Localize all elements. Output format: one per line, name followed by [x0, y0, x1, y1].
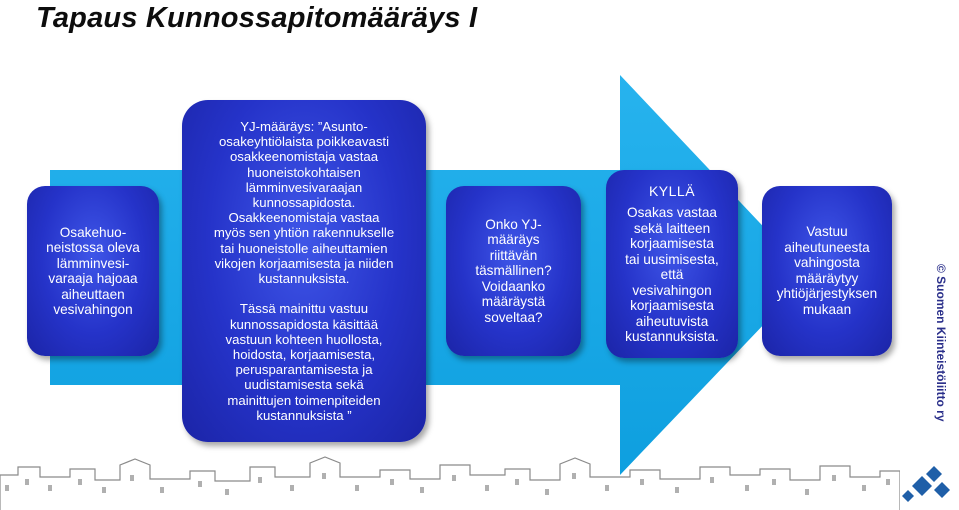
box-question	[446, 186, 581, 356]
slide-title: Tapaus Kunnossapitomääräys I	[36, 2, 478, 34]
box-water-heater-damage	[27, 186, 159, 356]
box-liability-text: Vastuu aiheutuneesta vahingosta määräytyy yhtiöjärjestyksen mukaan	[776, 224, 878, 317]
copyright-text: © Suomen Kiinteistöliitto ry	[934, 264, 948, 422]
box-yes-heading: KYLLÄ	[648, 182, 696, 199]
box-yes-answer-text: Osakas vastaa sekä laitteen korjaamisesta tai uusimisesta, että vesivahingon korjaamisesta aiheutuvista kustannuksista.	[625, 205, 719, 344]
box-liability	[762, 186, 892, 356]
kiinteistoliitto-logo	[902, 466, 952, 506]
city-skyline-illustration	[0, 455, 900, 510]
box-yes-answer	[606, 170, 738, 358]
box-yj-regulation-part2: Tässä mainittu vastuu kunnossapidosta käsittää vastuun kohteen huollosta, hoidosta, korjaamisesta, perusparantamisesta ja uudistamisesta sekä mainittujen toimenpiteiden kustannuksista ”	[225, 301, 383, 423]
box-question-text: Onko YJ- määräys riittävän täsmällinen? Voidaanko määräystä soveltaa?	[475, 216, 552, 325]
box-yj-regulation-part1: YJ-määräys: ”Asunto- osakeyhtiölaista poikkeavasti osakkeenomistaja vastaa huoneistokohtaisen lämminvesivaraajan kunnossapidosta. Osakkeenomistaja vastaa myös sen yhtiön rakennukselle tai huoneistolle aiheuttamien vikojen korjaamisesta ja niiden kustannuksista.	[213, 119, 395, 287]
box-yj-regulation	[182, 100, 426, 442]
box-water-heater-damage-text: Osakehuo- neistossa oleva lämminvesi- varaaja hajoaa aiheuttaen vesivahingon	[46, 224, 140, 317]
